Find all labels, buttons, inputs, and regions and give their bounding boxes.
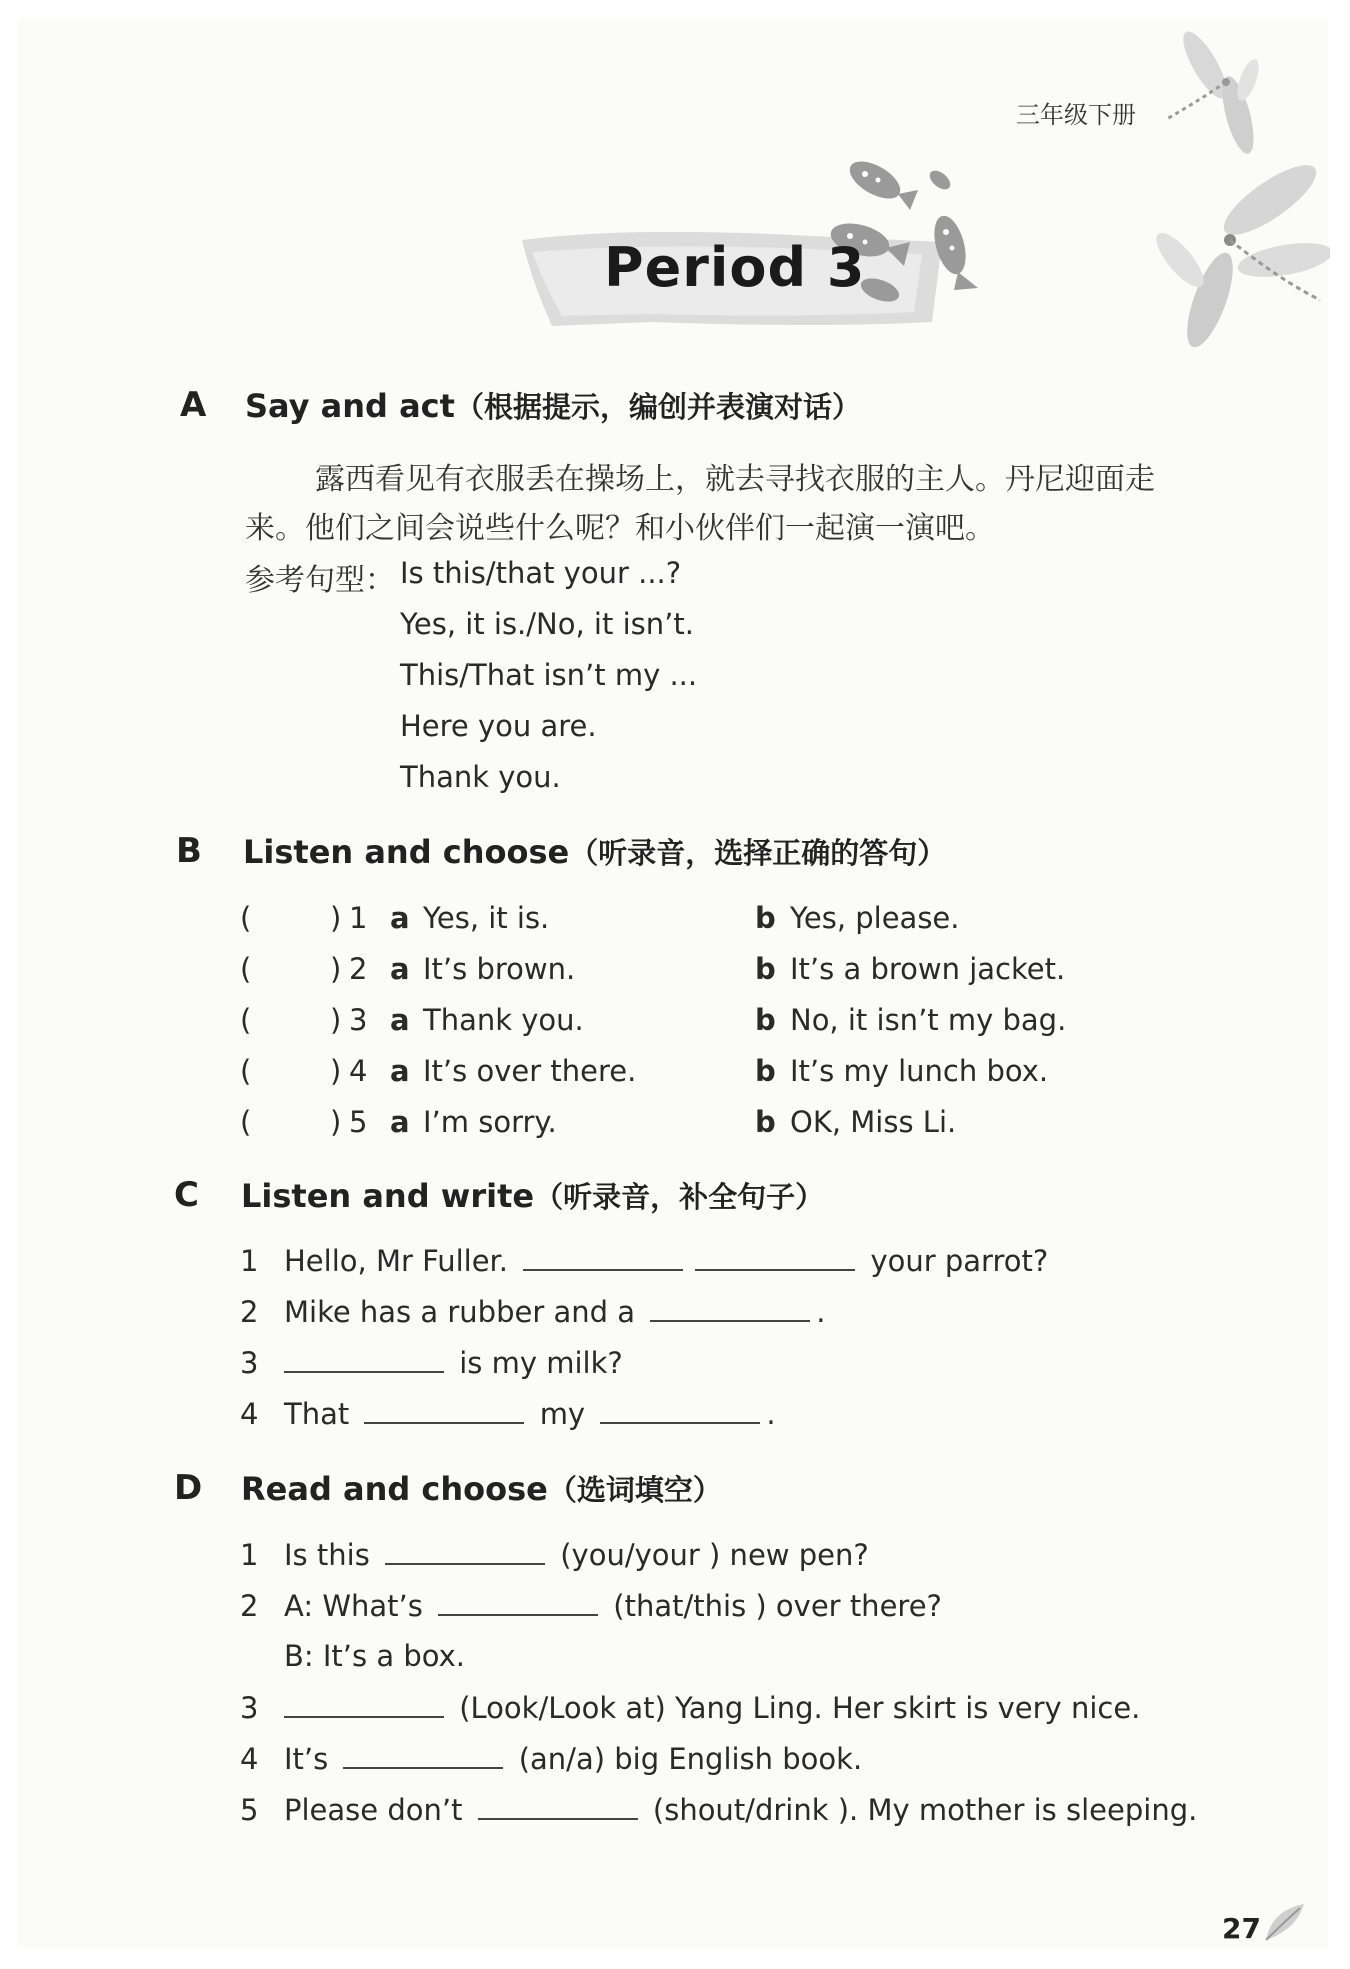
leaf-icon	[1262, 1900, 1308, 1946]
read-choose-item-3	[240, 1690, 1140, 1725]
item-text: (an/a) big English book.	[518, 1742, 863, 1776]
item-text: Please don’t	[284, 1793, 463, 1827]
answer-paren-open: (	[240, 952, 252, 986]
item-text: Hello, Mr Fuller.	[284, 1244, 509, 1278]
fill-blank[interactable]	[385, 1537, 545, 1565]
item-text: Mike has a rubber and a	[284, 1295, 636, 1329]
pattern-line: Here you are.	[400, 709, 597, 743]
dragonfly-top-illustration	[1160, 20, 1270, 160]
read-choose-item-4	[240, 1741, 862, 1776]
option-a-label: a	[390, 1054, 410, 1088]
item-text: (you/your ) new pen?	[560, 1538, 869, 1572]
section-c-title	[241, 1175, 824, 1216]
write-blank[interactable]	[364, 1396, 524, 1424]
reference-patterns-label: 参考句型：	[245, 563, 395, 598]
section-a-paragraph-line-2: 来。他们之间会说些什么呢？和小伙伴们一起演一演吧。	[245, 511, 995, 546]
fill-blank[interactable]	[284, 1690, 444, 1718]
section-a-title	[245, 385, 861, 426]
answer-paren-close: )	[330, 1105, 342, 1139]
write-blank[interactable]	[650, 1294, 810, 1322]
option-a-label: a	[390, 952, 410, 986]
answer-paren-close: )	[330, 952, 342, 986]
item-number: 1	[349, 901, 368, 935]
item-text: is my milk?	[459, 1346, 623, 1380]
listen-write-item-1	[240, 1243, 1048, 1278]
option-b-label: b	[755, 1003, 776, 1037]
read-choose-item-1	[240, 1537, 869, 1572]
section-b-title	[243, 831, 946, 872]
section-b-title-en: Listen and choose	[243, 833, 570, 871]
read-choose-item-2	[240, 1588, 942, 1623]
item-text: A: What’s	[284, 1589, 423, 1623]
option-b-label: b	[755, 1054, 776, 1088]
fill-blank[interactable]	[478, 1792, 638, 1820]
answer-blank[interactable]	[262, 1003, 328, 1039]
section-b-title-cn: （听录音，选择正确的答句）	[569, 836, 947, 870]
pattern-line: This/That isn’t my ...	[400, 658, 698, 692]
item-text: (shout/drink ). My mother is sleeping.	[652, 1793, 1198, 1827]
option-b-text: It’s my lunch box.	[790, 1054, 1049, 1088]
pattern-line: Thank you.	[400, 760, 561, 794]
option-b-label: b	[755, 901, 776, 935]
item-number: 5	[349, 1105, 368, 1139]
section-c-title-cn: （听录音，补全句子）	[534, 1180, 825, 1214]
option-b-text: OK, Miss Li.	[790, 1105, 957, 1139]
answer-blank[interactable]	[262, 1054, 328, 1090]
item-text: .	[766, 1397, 776, 1431]
answer-paren-close: )	[330, 1054, 342, 1088]
listen-write-item-4	[240, 1396, 776, 1431]
option-b-text: No, it isn’t my bag.	[790, 1003, 1067, 1037]
answer-paren-open: (	[240, 1054, 252, 1088]
option-a-text: It’s brown.	[423, 952, 576, 986]
section-d-title	[241, 1468, 722, 1509]
option-b-text: Yes, please.	[790, 901, 960, 935]
period-title: Period 3	[604, 236, 866, 299]
page-number: 27	[1222, 1912, 1261, 1945]
item-text: (Look/Look at) Yang Ling. Her skirt is very nice.	[459, 1691, 1141, 1725]
item-number: 3	[240, 1691, 259, 1725]
item-text: your parrot?	[870, 1244, 1049, 1278]
item-text: (that/this ) over there?	[613, 1589, 942, 1623]
answer-paren-open: (	[240, 901, 252, 935]
item-number: 3	[349, 1003, 368, 1037]
item-number: 3	[240, 1346, 259, 1380]
section-c-title-en: Listen and write	[241, 1177, 535, 1215]
option-a-label: a	[390, 1105, 410, 1139]
option-a-text: I’m sorry.	[423, 1105, 557, 1139]
item-text: my	[539, 1397, 586, 1431]
option-a-label: a	[390, 901, 410, 935]
item-number: 2	[240, 1589, 259, 1623]
option-a-text: Thank you.	[423, 1003, 584, 1037]
section-d-letter: D	[174, 1468, 203, 1508]
pattern-line: Yes, it is./No, it isn’t.	[400, 607, 694, 641]
item-number: 4	[349, 1054, 368, 1088]
section-c-letter: C	[174, 1175, 199, 1215]
section-d-title-cn: （选词填空）	[547, 1473, 722, 1507]
section-a-paragraph-line-1: 露西看见有衣服丢在操场上，就去寻找衣服的主人。丹尼迎面走	[315, 462, 1155, 497]
listen-write-item-3	[240, 1345, 623, 1380]
item-text: .	[816, 1295, 826, 1329]
listen-write-item-2	[240, 1294, 825, 1329]
answer-paren-open: (	[240, 1003, 252, 1037]
option-b-label: b	[755, 1105, 776, 1139]
answer-paren-close: )	[330, 901, 342, 935]
item-number: 4	[240, 1397, 259, 1431]
answer-blank[interactable]	[262, 1105, 328, 1141]
read-choose-item-2-response: B: It’s a box.	[284, 1639, 465, 1673]
dragonfly-right-illustration	[1150, 150, 1330, 360]
option-b-label: b	[755, 952, 776, 986]
answer-blank[interactable]	[262, 901, 328, 937]
answer-paren-open: (	[240, 1105, 252, 1139]
write-blank[interactable]	[695, 1243, 855, 1271]
item-number: 1	[240, 1244, 259, 1278]
item-text: Is this	[284, 1538, 370, 1572]
item-number: 5	[240, 1793, 259, 1827]
write-blank[interactable]	[523, 1243, 683, 1271]
answer-paren-close: )	[330, 1003, 342, 1037]
item-number: 1	[240, 1538, 259, 1572]
section-a-title-en: Say and act	[245, 387, 455, 425]
item-number: 2	[349, 952, 368, 986]
item-text: It’s	[284, 1742, 329, 1776]
fill-blank[interactable]	[343, 1741, 503, 1769]
section-d-title-en: Read and choose	[241, 1470, 548, 1508]
item-number: 2	[240, 1295, 259, 1329]
write-blank[interactable]	[284, 1345, 444, 1373]
option-a-label: a	[390, 1003, 410, 1037]
fill-blank[interactable]	[438, 1588, 598, 1616]
answer-blank[interactable]	[262, 952, 328, 988]
option-a-text: It’s over there.	[423, 1054, 637, 1088]
section-b-letter: B	[176, 831, 202, 871]
item-text: That	[284, 1397, 350, 1431]
section-a-title-cn: （根据提示，编创并表演对话）	[454, 390, 861, 424]
write-blank[interactable]	[600, 1396, 760, 1424]
read-choose-item-5	[240, 1792, 1197, 1827]
option-b-text: It’s a brown jacket.	[790, 952, 1066, 986]
pattern-line: Is this/that your ...?	[400, 556, 682, 590]
item-number: 4	[240, 1742, 259, 1776]
option-a-text: Yes, it is.	[423, 901, 550, 935]
section-a-letter: A	[180, 385, 207, 425]
grade-label: 三年级下册	[1016, 101, 1136, 129]
